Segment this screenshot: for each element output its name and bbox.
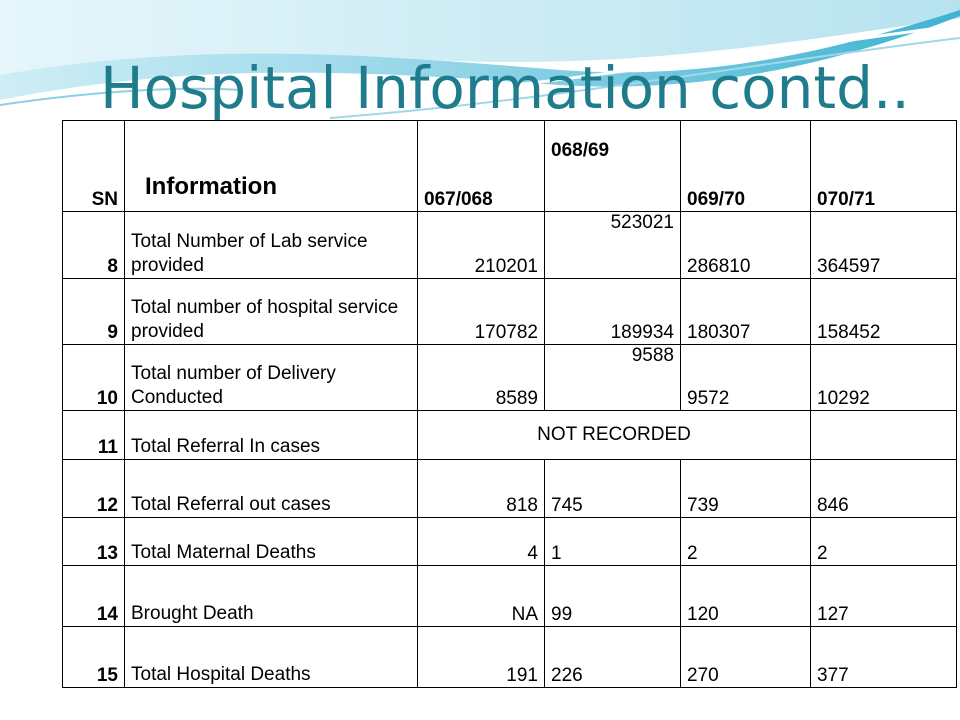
row-sn: 13 (63, 518, 125, 566)
table-row (63, 279, 957, 345)
row-sn: 11 (63, 411, 125, 460)
row-information: Total number of Delivery Conducted (125, 345, 418, 411)
value-068-69: 9588 (545, 345, 681, 411)
table-row (63, 345, 957, 411)
value-067-068: 170782 (418, 279, 545, 345)
value-068-69: 745 (545, 460, 681, 518)
table-header-row (63, 121, 957, 212)
slide-title: Hospital Information contd.. (100, 54, 910, 122)
value-070-71: 158452 (811, 279, 957, 345)
row-information: Total Hospital Deaths (125, 627, 418, 688)
table-row (63, 566, 957, 627)
value-070-71: 846 (811, 460, 957, 518)
row-information: Brought Death (125, 566, 418, 627)
value-070-71: 2 (811, 518, 957, 566)
row-sn: 10 (63, 345, 125, 411)
header-sn: SN (63, 121, 125, 212)
value-067-068: NA (418, 566, 545, 627)
hospital-information-table (62, 120, 957, 688)
value-069-70: 286810 (681, 212, 811, 279)
value-067-068: 818 (418, 460, 545, 518)
table-row (63, 212, 957, 279)
value-070-71: 377 (811, 627, 957, 688)
value-068-69: 226 (545, 627, 681, 688)
table-row (63, 518, 957, 566)
row-sn: 12 (63, 460, 125, 518)
row-information: Total number of hospital service provided (125, 279, 418, 345)
value-069-70: 270 (681, 627, 811, 688)
row-information: Total Referral In cases (125, 411, 418, 460)
value-067-068: 8589 (418, 345, 545, 411)
row-sn: 9 (63, 279, 125, 345)
table-row (63, 627, 957, 688)
value-068-69: 1 (545, 518, 681, 566)
value-069-70: 180307 (681, 279, 811, 345)
value-068-69: 523021 (545, 212, 681, 279)
header-year-069-70: 069/70 (681, 121, 811, 212)
header-year-068-69: 068/69 (545, 121, 681, 212)
value-070-71: 364597 (811, 212, 957, 279)
table-row (63, 460, 957, 518)
table-row (63, 411, 957, 460)
value-067-068: 210201 (418, 212, 545, 279)
row-sn: 8 (63, 212, 125, 279)
header-year-067-068: 067/068 (418, 121, 545, 212)
value-069-70: 9572 (681, 345, 811, 411)
row-information: Total Maternal Deaths (125, 518, 418, 566)
row-sn: 14 (63, 566, 125, 627)
header-information: Information (125, 121, 418, 212)
row-information: Total Referral out cases (125, 460, 418, 518)
header-year-070-71: 070/71 (811, 121, 957, 212)
row-information: Total Number of Lab service provided (125, 212, 418, 279)
not-recorded-cell: NOT RECORDED (418, 411, 811, 460)
value-067-068: 191 (418, 627, 545, 688)
value-067-068: 4 (418, 518, 545, 566)
row-sn: 15 (63, 627, 125, 688)
value-070-71: 127 (811, 566, 957, 627)
value-068-69: 189934 (545, 279, 681, 345)
value-069-70: 2 (681, 518, 811, 566)
value-069-70: 739 (681, 460, 811, 518)
value-069-70: 120 (681, 566, 811, 627)
value-068-69: 99 (545, 566, 681, 627)
value-070-71: 10292 (811, 345, 957, 411)
value-070-71 (811, 411, 957, 460)
